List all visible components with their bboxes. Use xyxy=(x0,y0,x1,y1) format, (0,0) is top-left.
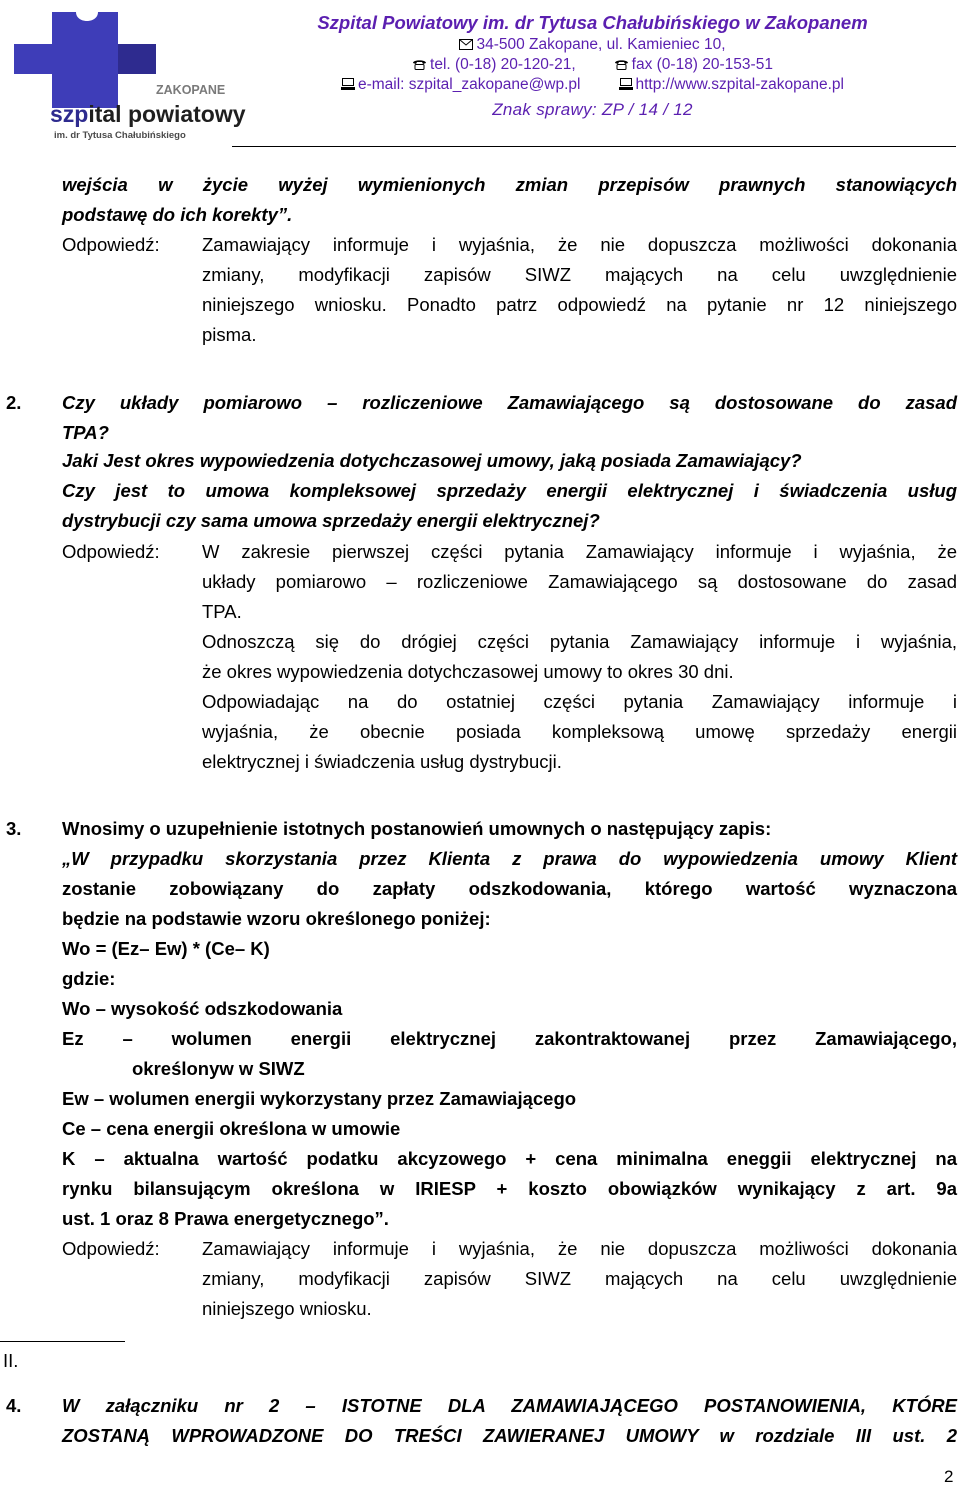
case-reference: Znak sprawy: ZP / 14 / 12 xyxy=(492,100,693,119)
answer-label: Odpowiedź: xyxy=(62,1238,160,1259)
text-line: zmiany, modyfikacji zapisów SIWZ mających na celu uwzględnienie xyxy=(202,264,957,285)
formula: Wo = (Ez– Ew) * (Ce– K) xyxy=(62,938,270,959)
page-number: 2 xyxy=(944,1467,954,1486)
question-number: 2. xyxy=(6,392,22,413)
fax-number: fax (0-18) 20-153-51 xyxy=(631,56,773,73)
text-line: niniejszego wniosku. xyxy=(202,1298,372,1319)
answer-label: Odpowiedź: xyxy=(62,234,160,255)
formula-term: K – aktualna wartość podatku akcyzowego + cena minimalna eneggii elektrycznej na xyxy=(62,1148,957,1169)
question-text: Czy układy pomiarowo – rozliczeniowe Zamawiającego są dostosowane do zasad xyxy=(62,392,957,413)
question-text: zostanie zobowiązany do zapłaty odszkodowania, którego wartość wyznaczona xyxy=(62,878,957,899)
formula-term: Wo – wysokość odszkodowania xyxy=(62,998,343,1019)
fax-icon xyxy=(614,59,629,70)
text-line: niniejszego wniosku. Ponadto patrz odpowiedź na pytanie nr 12 niniejszego xyxy=(202,294,957,315)
website-link[interactable]: http://www.szpital-zakopane.pl xyxy=(635,76,844,93)
question-text: Jaki Jest okres wypowiedzenia dotychczasowej umowy, jaką posiada Zamawiający? xyxy=(62,450,802,471)
question-text: TPA? xyxy=(62,422,109,443)
hospital-phone-fax xyxy=(230,56,955,74)
hospital-name: Szpital Powiatowy im. dr Tytusa Chałubińskiego w Zakopanem xyxy=(317,12,868,33)
formula-term: Ew – wolumen energii wykorzystany przez Zamawiającego xyxy=(62,1088,577,1109)
text-line: pisma. xyxy=(202,324,257,345)
text-line: elektrycznej i świadczenia usług dystrybucji. xyxy=(202,751,562,772)
email-link[interactable]: e-mail: szpital_zakopane@wp.pl xyxy=(357,76,581,93)
text-line: W zakresie pierwszej części pytania Zamawiający informuje i wyjaśnia, że xyxy=(202,541,957,562)
formula-term: Ez – wolumen energii elektrycznej zakontraktowanej przez Zamawiającego, xyxy=(62,1028,957,1049)
text-line: układy pomiarowo – rozliczeniowe Zamawiającego są dostosowane do zasad xyxy=(202,571,957,592)
question-text: dystrybucji czy sama umowa sprzedaży energii elektrycznej? xyxy=(62,510,600,531)
formula-term: określonyw w SIWZ xyxy=(132,1058,305,1079)
phone-number: tel. (0-18) 20-120-21, xyxy=(430,56,576,73)
text-line: Zamawiający informuje i wyjaśnia, że nie dopuszcza możliwości dokonania xyxy=(202,234,957,255)
header-divider xyxy=(232,146,956,147)
question-text: gdzie: xyxy=(62,968,116,989)
question-text: Wnosimy o uzupełnienie istotnych postanowień umownych o następujący zapis: xyxy=(62,818,772,839)
text-line: Odpowiadając na do ostatniej części pytania Zamawiający informuje i xyxy=(202,691,957,712)
formula-term: Ce – cena energii określona w umowie xyxy=(62,1118,401,1139)
question-text: Czy jest to umowa kompleksowej sprzedaży energii elektrycznej i świadczenia usług xyxy=(62,480,957,501)
section-divider xyxy=(0,1341,125,1342)
text-line: wyjaśnia, że obecnie posiada kompleksową umowę sprzedaży energii xyxy=(202,721,957,742)
formula-term: ust. 1 oraz 8 Prawa energetycznego”. xyxy=(62,1208,389,1229)
computer-icon xyxy=(341,78,355,90)
answer-label: Odpowiedź: xyxy=(62,541,160,562)
question-number: 4. xyxy=(6,1395,22,1416)
logo-brand: szpital powiatowy xyxy=(50,101,246,127)
question-number: 3. xyxy=(6,818,22,839)
telephone-icon xyxy=(412,59,427,70)
hospital-logo xyxy=(6,4,246,142)
question-text: „W przypadku skorzystania przez Klienta z prawa do wypowiedzenia umowy Klient xyxy=(62,848,957,869)
text-line: Odnoszczą się do drógiej części pytania Zamawiający informuje i wyjaśnia, xyxy=(202,631,957,652)
envelope-icon xyxy=(459,39,473,50)
hospital-address: 34-500 Zakopane, ul. Kamieniec 10, xyxy=(230,36,955,54)
text-line: wejścia w życie wyżej wymienionych zmian przepisów prawnych stanowiących xyxy=(62,174,957,195)
question-text: będzie na podstawie wzoru określonego poniżej: xyxy=(62,908,491,929)
section-label: II. xyxy=(3,1350,19,1371)
formula-term: rynku bilansującym określona w IRIESP + koszto obowiązków wynikający z art. 9a xyxy=(62,1178,957,1199)
logo-emblem-shade xyxy=(118,44,156,74)
text-line: Zamawiający informuje i wyjaśnia, że nie dopuszcza możliwości dokonania xyxy=(202,1238,957,1259)
computer-icon xyxy=(619,78,633,90)
text-line: zmiany, modyfikacji zapisów SIWZ mających na celu uwzględnienie xyxy=(202,1268,957,1289)
logo-city: ZAKOPANE xyxy=(156,83,226,97)
question-text: W załączniku nr 2 – ISTOTNE DLA ZAMAWIAJĄCEGO POSTANOWIENIA, KTÓRE xyxy=(62,1395,957,1416)
text-line: że okres wypowiedzenia dotychczasowej umowy to okres 30 dni. xyxy=(202,661,734,682)
logo-subtitle: im. dr Tytusa Chałubińskiego xyxy=(54,130,186,141)
text-line: podstawę do ich korekty”. xyxy=(62,204,293,225)
text-line: TPA. xyxy=(202,601,242,622)
question-text: ZOSTANĄ WPROWADZONE DO TREŚCI ZAWIERANEJ UMOWY w rozdziale III ust. 2 xyxy=(62,1425,957,1446)
hospital-email-www xyxy=(230,76,955,94)
